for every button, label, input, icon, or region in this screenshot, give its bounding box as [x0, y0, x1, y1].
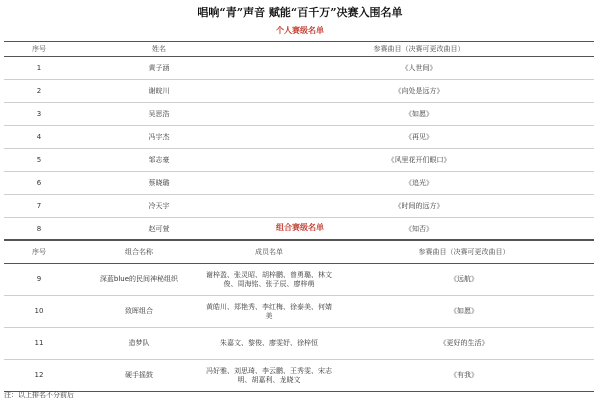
song-title: 《知否》 — [244, 218, 594, 241]
contestant-name: 邹志豪 — [74, 149, 244, 172]
row-index: 10 — [4, 296, 74, 328]
individual-row — [4, 195, 594, 218]
row-index: 5 — [4, 149, 74, 172]
contestant-name: 蔡晓璐 — [74, 172, 244, 195]
individual-body — [4, 57, 594, 241]
row-index: 8 — [4, 218, 74, 241]
group-row — [4, 296, 594, 328]
individual-section-title: 个人赛级名单 — [276, 26, 324, 35]
song-title: 《更好的生活》 — [334, 328, 594, 360]
song-title: 《时间的远方》 — [244, 195, 594, 218]
individual-row — [4, 126, 594, 149]
col-header-name: 姓名 — [74, 42, 244, 57]
individual-row — [4, 80, 594, 103]
col-header-song: 参赛曲目（决赛可更改曲目） — [334, 240, 594, 264]
group-name: 造梦队 — [74, 328, 204, 360]
group-row — [4, 264, 594, 296]
group-row — [4, 328, 594, 360]
song-title: 《风里花开们眼口》 — [244, 149, 594, 172]
song-title: 《如愿》 — [244, 103, 594, 126]
member-list: 朱嘉文、黎俊、廖雯妤、徐梓恒 — [204, 328, 334, 360]
member-list: 黄皓川、郑艳秀、李红梅、徐泰美、何婧美 — [204, 296, 334, 328]
group-body — [4, 264, 594, 392]
contestant-name: 黄子涵 — [74, 57, 244, 80]
group-section-title: 组合赛级名单 — [276, 223, 324, 232]
song-title: 《追光》 — [244, 172, 594, 195]
row-index: 11 — [4, 328, 74, 360]
row-index: 7 — [4, 195, 74, 218]
song-title: 《有我》 — [334, 360, 594, 392]
song-title: 《向处是远方》 — [244, 80, 594, 103]
individual-row — [4, 172, 594, 195]
row-index: 2 — [4, 80, 74, 103]
contestant-name: 赵可萱 — [74, 218, 244, 241]
row-index: 9 — [4, 264, 74, 296]
group-name: 深蓝blue的民间神秘组织 — [74, 264, 204, 296]
member-list: 谢梓盈、张灵昭、胡梓鹏、曾勇璐、林文俊、周海铭、张子辰、廖梓萌 — [204, 264, 334, 296]
footnote: 注：以上排名不分前后 — [4, 391, 74, 399]
col-header-song: 参赛曲目（决赛可更改曲目） — [244, 42, 594, 57]
row-index: 12 — [4, 360, 74, 392]
individual-row — [4, 149, 594, 172]
col-header-index: 序号 — [4, 42, 74, 57]
group-name: 致晖组合 — [74, 296, 204, 328]
member-list: 冯好雅、刘思琦、李云鹏、王秀雯、宋志明、胡嘉利、龙晓文 — [204, 360, 334, 392]
group-header-row — [4, 240, 594, 264]
row-index: 6 — [4, 172, 74, 195]
individual-row — [4, 103, 594, 126]
contestant-name: 谢皖川 — [74, 80, 244, 103]
col-header-members: 成员名单 — [204, 240, 334, 264]
row-index: 3 — [4, 103, 74, 126]
col-header-index: 序号 — [4, 240, 74, 264]
song-title: 《如愿》 — [334, 296, 594, 328]
row-index: 4 — [4, 126, 74, 149]
group-name: 硬手摇鼓 — [74, 360, 204, 392]
page-title: 唱响“青”声音 赋能“百千万”决赛入围名单 — [197, 6, 403, 19]
group-table — [4, 239, 594, 392]
contestant-name: 冷天宇 — [74, 195, 244, 218]
col-header-group-name: 组合名称 — [74, 240, 204, 264]
individual-table — [4, 41, 594, 241]
contestant-name: 冯宇杰 — [74, 126, 244, 149]
song-title: 《远航》 — [334, 264, 594, 296]
song-title: 《人世间》 — [244, 57, 594, 80]
contestant-name: 吴思浩 — [74, 103, 244, 126]
individual-row — [4, 57, 594, 80]
song-title: 《再见》 — [244, 126, 594, 149]
group-row — [4, 360, 594, 392]
row-index: 1 — [4, 57, 74, 80]
individual-header-row — [4, 42, 594, 57]
